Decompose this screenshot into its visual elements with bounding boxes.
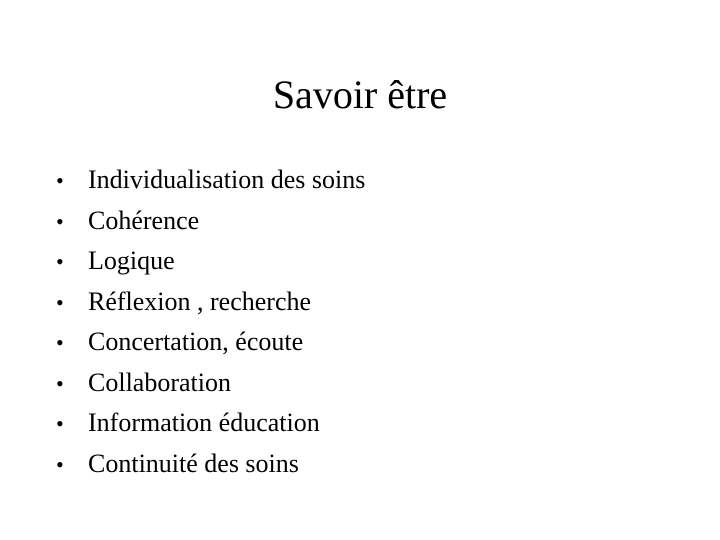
bullet-icon: •	[56, 370, 64, 396]
list-item-text: Continuité des soins	[88, 448, 299, 478]
list-item	[56, 160, 365, 201]
bullet-icon: •	[56, 289, 64, 315]
bullet-icon: •	[56, 168, 64, 193]
list-item	[56, 403, 365, 444]
list-item	[56, 201, 365, 242]
list-item-text: Collaboration	[88, 367, 231, 397]
list-item	[56, 363, 365, 404]
list-item	[56, 282, 365, 323]
bullet-icon: •	[56, 208, 64, 234]
slide-title: Savoir être	[272, 72, 448, 117]
list-item-text: Réflexion , recherche	[88, 286, 312, 316]
list-item-text: Cohérence	[88, 205, 200, 235]
bullet-icon: •	[56, 249, 64, 274]
list-item-text: Logique	[88, 246, 175, 275]
list-item-text: Individualisation des soins	[88, 165, 366, 194]
bullet-icon: •	[56, 330, 64, 355]
list-item	[56, 444, 365, 485]
list-item-text: Information éducation	[88, 408, 320, 437]
bullet-icon: •	[56, 411, 64, 436]
list-item	[56, 241, 365, 282]
bullet-list	[56, 160, 365, 484]
list-item	[56, 322, 365, 363]
list-item-text: Concertation, écoute	[88, 327, 304, 356]
bullet-icon: •	[56, 451, 64, 477]
